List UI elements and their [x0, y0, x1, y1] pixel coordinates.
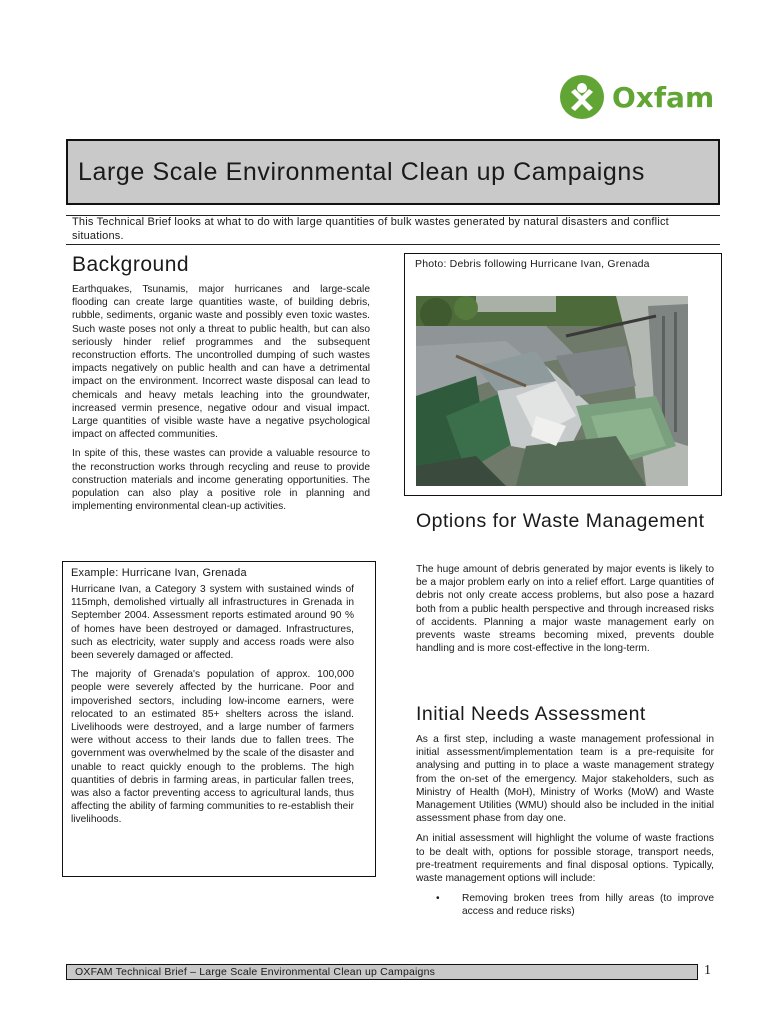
- example-title: Example: Hurricane Ivan, Grenada: [71, 567, 247, 579]
- page-number: 1: [704, 963, 711, 978]
- background-paragraph: In spite of this, these wastes can provide a valuable resource to the reconstruction works through recycling and reuse to provide construction materials and income generating opportunities. The population can also play a positive role in planning and implementing environmental clean-up activities.: [72, 448, 370, 513]
- example-paragraph: The majority of Grenada's population of approx. 100,000 people were severely affected by the hurricane. Poor and impoverished sectors, including low-income earners, were relocated to an estimated 85+ shelters across the island. Livelihoods were destroyed, and a large number of farmers were without access to their lands due to fallen trees. The government was overwhelmed by the scale of the disaster and unable to react quickly enough to the problems. The high quantities of debris in farming areas, in particular fallen trees, was also a factor preventing access to agricultural lands, thus affecting the ability of farming communities to re-establish their livelihoods.: [71, 669, 354, 826]
- intro-text: This Technical Brief looks at what to do with large quantities of bulk wastes generated by natural disasters and conflict situations.: [72, 216, 669, 242]
- initial-needs-paragraph: As a first step, including a waste management professional in initial assessment/implementation team is a pre-requisite for analysing and putting in to place a waste management strategy from the on-set of the emergency. Major stakeholders, such as Ministry of Health (MoH), Ministry of Works (MoW) and Waste Management Utilities (WMU) should also be included in the initial assessment phase from day one.: [416, 734, 714, 825]
- oxfam-logo-icon: [560, 75, 604, 119]
- title-box: [66, 139, 720, 205]
- intro-rule-bottom: [66, 244, 720, 245]
- background-paragraph: Earthquakes, Tsunamis, major hurricanes and large-scale flooding can create large quantities waste, of building debris, rubble, sediments, organic waste and possibly even toxic wastes. Such waste poses not only a threat to public health, but can also seriously hinder relief programmes and the subsequent reconstruction efforts. The uncontrolled dumping of such wastes impacts negatively on public health and can have a detrimental impact on the environment. Incorrect waste disposal can lead to chemicals and heavy metals leaching into the groundwater, increased vermin presence, negative odour and visual impact. Large quantities of visible waste have a negative psychological impact on affected communities.: [72, 284, 370, 441]
- initial-needs-body: [416, 733, 714, 919]
- bullet-icon: •: [436, 893, 440, 905]
- initial-needs-paragraph: An initial assessment will highlight the volume of waste fractions to be dealt with, options for possible storage, transport needs, pre-treatment requirements and final disposal options. Typically, waste management options will include:: [416, 833, 714, 885]
- initial-needs-heading: Initial Needs Assessment: [416, 703, 646, 725]
- options-body: The huge amount of debris generated by major events is likely to be a major problem early on into a relief effort. Large quantities of debris not only create access problems, but also pose a hazard both from a public health perspective and through increased risks of accidents. Planning a major waste management early on prevents waste streams becoming mixed, prevents double handling and is more cost-effective in the long-term.: [416, 564, 714, 655]
- waste-options-list: [416, 892, 714, 918]
- page-title: Large Scale Environmental Clean up Campaigns: [78, 157, 645, 186]
- list-item-text: Removing broken trees from hilly areas (to improve access and reduce risks): [462, 893, 714, 918]
- list-item: [416, 892, 714, 918]
- background-heading: Background: [72, 253, 190, 276]
- debris-photo: [416, 296, 688, 486]
- options-heading: Options for Waste Management: [416, 510, 705, 532]
- photo-caption: Photo: Debris following Hurricane Ivan, Grenada: [415, 258, 650, 270]
- background-body: [72, 283, 370, 519]
- example-paragraph: Hurricane Ivan, a Category 3 system with sustained winds of 115mph, demolished virtually all infrastructures in Grenada in September 2004. Assessment reports estimated around 90 % of homes have been destroyed or damaged. Infrastructures, such as electricity, water supply and access roads were also been severely damaged or affected.: [71, 584, 354, 662]
- footer-bar: OXFAM Technical Brief – Large Scale Environmental Clean up Campaigns: [66, 964, 698, 980]
- example-box: [62, 561, 376, 877]
- oxfam-logo: [560, 75, 720, 119]
- photo-box: [404, 253, 722, 496]
- logo-wordmark: Oxfam: [612, 80, 715, 114]
- example-body: [71, 583, 354, 833]
